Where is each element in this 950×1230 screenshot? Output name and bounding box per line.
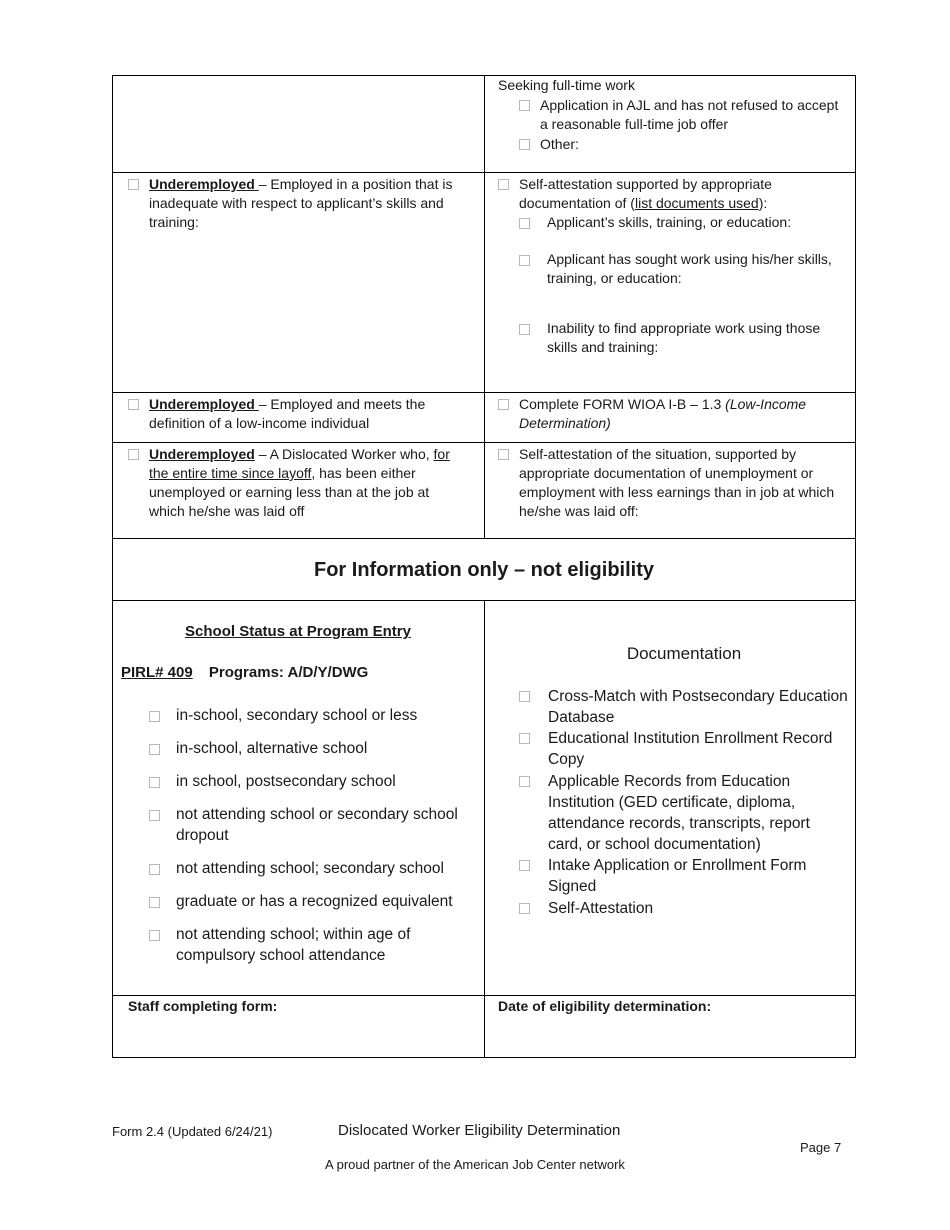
partner-tagline: A proud partner of the American Job Center network — [325, 1157, 625, 1172]
school-option-label: not attending school; secondary school — [176, 860, 444, 877]
school-option-label: not attending school; within age of compulsory school attendance — [176, 926, 411, 964]
checkbox-ajl-application[interactable] — [519, 100, 530, 111]
ajl-application-label: Application in AJL and has not refused to accept a reasonable full-time job offer — [540, 97, 839, 132]
doc-item-label: Educational Institution Enrollment Record Copy — [548, 730, 833, 768]
applicant-skills-label: Applicant’s skills, training, or education: — [547, 214, 792, 230]
page-number: Page 7 — [800, 1140, 842, 1155]
date-eligibility-label: Date of eligibility determination: — [498, 998, 712, 1014]
checkbox-self-attestation-skills[interactable] — [498, 179, 509, 190]
checkbox-school-option-2[interactable] — [149, 744, 160, 755]
checkbox-school-option-6[interactable] — [149, 897, 160, 908]
underemployed-low-income-text: Underemployed – Employed and meets the definition of a low-income individual — [149, 396, 426, 431]
doc-item-label: Intake Application or Enrollment Form Signed — [548, 857, 807, 895]
school-option-label: not attending school or secondary school dropout — [176, 806, 458, 844]
doc-item-label: Applicable Records from Education Institution (GED certificate, diploma, attendance records, transcripts, report card, or school documentation) — [548, 773, 810, 853]
checkbox-school-option-4[interactable] — [149, 810, 160, 821]
checkbox-school-option-7[interactable] — [149, 930, 160, 941]
school-option-label: graduate or has a recognized equivalent — [176, 893, 453, 910]
sought-work-label: Applicant has sought work using his/her skills, training, or education: — [547, 251, 832, 286]
checkbox-sought-work[interactable] — [519, 255, 530, 266]
pirl-number: PIRL# 409 — [121, 664, 193, 681]
staff-completing-label: Staff completing form: — [128, 998, 278, 1014]
checkbox-doc-intake-application[interactable] — [519, 860, 530, 871]
checkbox-doc-cross-match[interactable] — [519, 691, 530, 702]
school-option-label: in-school, secondary school or less — [176, 707, 418, 724]
self-attestation-skills-text: Self-attestation supported by appropriate documentation of (list documents used): — [519, 176, 772, 211]
form-id: Form 2.4 (Updated 6/24/21) — [112, 1124, 273, 1139]
school-status-title: School Status at Program Entry — [185, 623, 411, 640]
school-option-label: in school, postsecondary school — [176, 773, 396, 790]
checkbox-school-option-1[interactable] — [149, 711, 160, 722]
doc-item-label: Self-Attestation — [548, 900, 654, 917]
documentation-title: Documentation — [626, 644, 742, 663]
inability-find-work-label: Inability to find appropriate work using those skills and training: — [547, 320, 821, 355]
programs-label: Programs: A/D/Y/DWG — [208, 664, 369, 681]
checkbox-doc-self-attestation[interactable] — [519, 903, 530, 914]
checkbox-underemployed-low-income[interactable] — [128, 399, 139, 410]
doc-item-label: Cross-Match with Postsecondary Education Database — [548, 688, 848, 726]
underemployed-dislocated-text: Underemployed – A Dislocated Worker who, for the entire time since layoff, has been either unemployed or earning less than at the job at which he/she was laid off — [149, 446, 450, 519]
checkbox-inability-find-work[interactable] — [519, 324, 530, 335]
checkbox-self-attestation-situation[interactable] — [498, 449, 509, 460]
seeking-full-time-heading: Seeking full-time work — [498, 77, 635, 93]
staff-completing-field[interactable] — [113, 1016, 483, 1056]
checkbox-doc-applicable-records[interactable] — [519, 776, 530, 787]
checkbox-underemployed-dislocated[interactable] — [128, 449, 139, 460]
date-eligibility-field[interactable] — [485, 1016, 854, 1056]
checkbox-form-wioa[interactable] — [498, 399, 509, 410]
form-title: Dislocated Worker Eligibility Determination — [338, 1122, 621, 1139]
checkbox-applicant-skills[interactable] — [519, 218, 530, 229]
checkbox-school-option-3[interactable] — [149, 777, 160, 788]
checkbox-doc-enrollment-record[interactable] — [519, 733, 530, 744]
other-label: Other: — [540, 136, 579, 152]
checkbox-underemployed-skills[interactable] — [128, 179, 139, 190]
info-only-heading: For Information only – not eligibility — [314, 559, 654, 581]
checkbox-school-option-5[interactable] — [149, 864, 160, 875]
self-attestation-situation-text: Self-attestation of the situation, supported by appropriate documentation of unemployment or employment with less earnings than in job at which he/she was laid off: — [519, 446, 835, 519]
checkbox-other[interactable] — [519, 139, 530, 150]
underemployed-skills-text: Underemployed – Employed in a position that is inadequate with respect to applicant’s skills and training: — [149, 176, 453, 230]
form-wioa-text: Complete FORM WIOA I-B – 1.3 (Low-Income Determination) — [519, 396, 807, 431]
school-option-label: in-school, alternative school — [176, 740, 368, 757]
